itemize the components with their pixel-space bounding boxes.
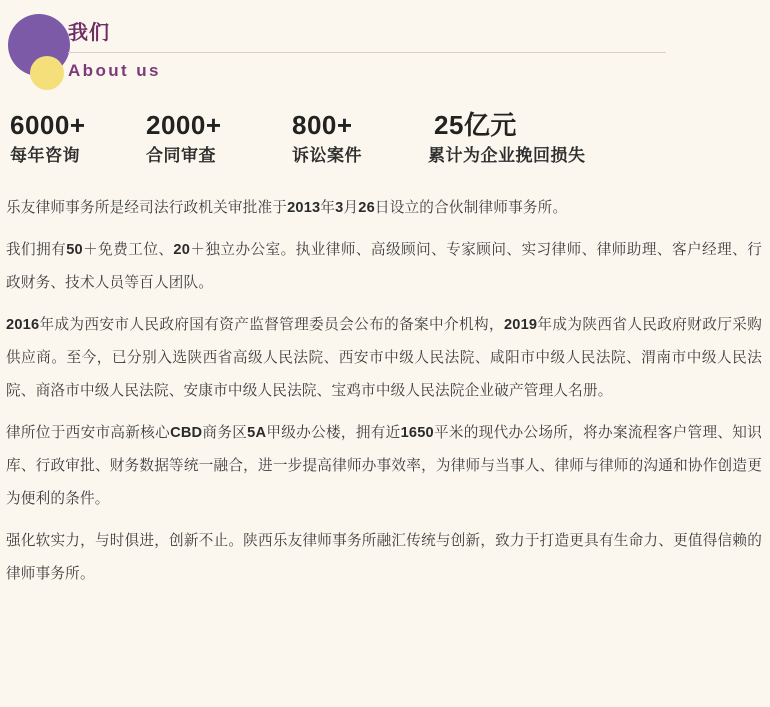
about-body: [0, 192, 770, 591]
paragraph-3: [6, 309, 762, 408]
paragraph-4: [6, 417, 762, 516]
stat-item: [10, 108, 146, 170]
p5-text-a: 强化软实力，与时俱进，创新不止。陕西乐友律师事务所融汇传统与创新，致力于打造更具有生命力、更值得信赖的律师事务所。: [6, 533, 762, 582]
p2-text-b: ＋免费工位、: [82, 242, 174, 258]
p1-year: 2013: [287, 200, 321, 216]
p4-text-c: 甲级办公楼，拥有近: [266, 425, 401, 441]
p1-text-d: 月: [343, 200, 359, 216]
p1-text-c: 年: [320, 200, 336, 216]
page-title-en: About us: [68, 61, 161, 80]
decorative-yellow-circle: [30, 56, 64, 90]
p2-num-offices: 20: [173, 242, 191, 258]
header-text-group: [68, 20, 668, 81]
p1-text-e: 日设立的合伙制律师事务所。: [374, 200, 568, 216]
stat-label: 每年咨询: [10, 146, 80, 165]
p2-text-a: 我们拥有: [6, 242, 67, 258]
stat-label: 累计为企业挽回损失: [428, 146, 586, 165]
stats-row: [0, 108, 770, 170]
stat-number: 6000+: [10, 110, 86, 140]
stat-label: 诉讼案件: [292, 146, 362, 165]
p4-cbd: CBD: [170, 425, 203, 441]
stat-item: [428, 108, 604, 170]
p4-text-a: 律所位于西安市高新核心: [6, 425, 171, 441]
page-title-cn: 我们: [68, 22, 110, 44]
p3-text-b: 年成为陕西省人民政府财政厅采购供应商。至今，已分别入选陕西省高级人民法院、西安市中级人民法院、咸阳市中级人民法院、渭南市中级人民法院、商洛市中级人民法院、安康市中级人民法院、宝鸡市中级人民法院企业破产管理人名册。: [6, 317, 762, 399]
p2-num-workstations: 50: [66, 242, 83, 258]
p4-area: 1650: [400, 425, 434, 441]
stat-number: 25亿元: [434, 110, 517, 140]
p3-text-a: 年成为西安市人民政府国有资产监督管理委员会公布的备案中介机构，: [39, 317, 504, 333]
stat-item: [146, 108, 292, 170]
stat-number: 2000+: [146, 110, 222, 140]
p3-year-2016: 2016: [6, 317, 40, 333]
p1-day: 26: [358, 200, 375, 216]
stat-label: 合同审查: [146, 146, 216, 165]
paragraph-1: [6, 192, 762, 225]
p1-month: 3: [335, 200, 344, 216]
stat-number: 800+: [292, 110, 353, 140]
p2-text-c: ＋独立办公室。执业律师、高级顾问、专家顾问、实习律师、律师助理、客户经理、行政财务、技术人员等百人团队。: [6, 242, 762, 291]
p4-text-d: 平米的现代办公场所，将办案流程客户管理、知识库、行政审批、财务数据等统一融合，进一步提高律师办事效率，为律师与当事人、律师与律师的沟通和协作创造更为便利的条件。: [6, 425, 762, 507]
p1-text-a: 乐友律师事务所是经司法行政机关审批准于: [6, 200, 288, 216]
p4-grade: 5A: [247, 425, 267, 441]
title-divider: [68, 52, 666, 53]
paragraph-2: [6, 234, 762, 300]
p4-text-b: 商务区: [202, 425, 248, 441]
about-header: [0, 0, 770, 96]
p3-year-2019: 2019: [503, 317, 538, 333]
paragraph-5: [6, 525, 762, 591]
stat-item: [292, 108, 428, 170]
